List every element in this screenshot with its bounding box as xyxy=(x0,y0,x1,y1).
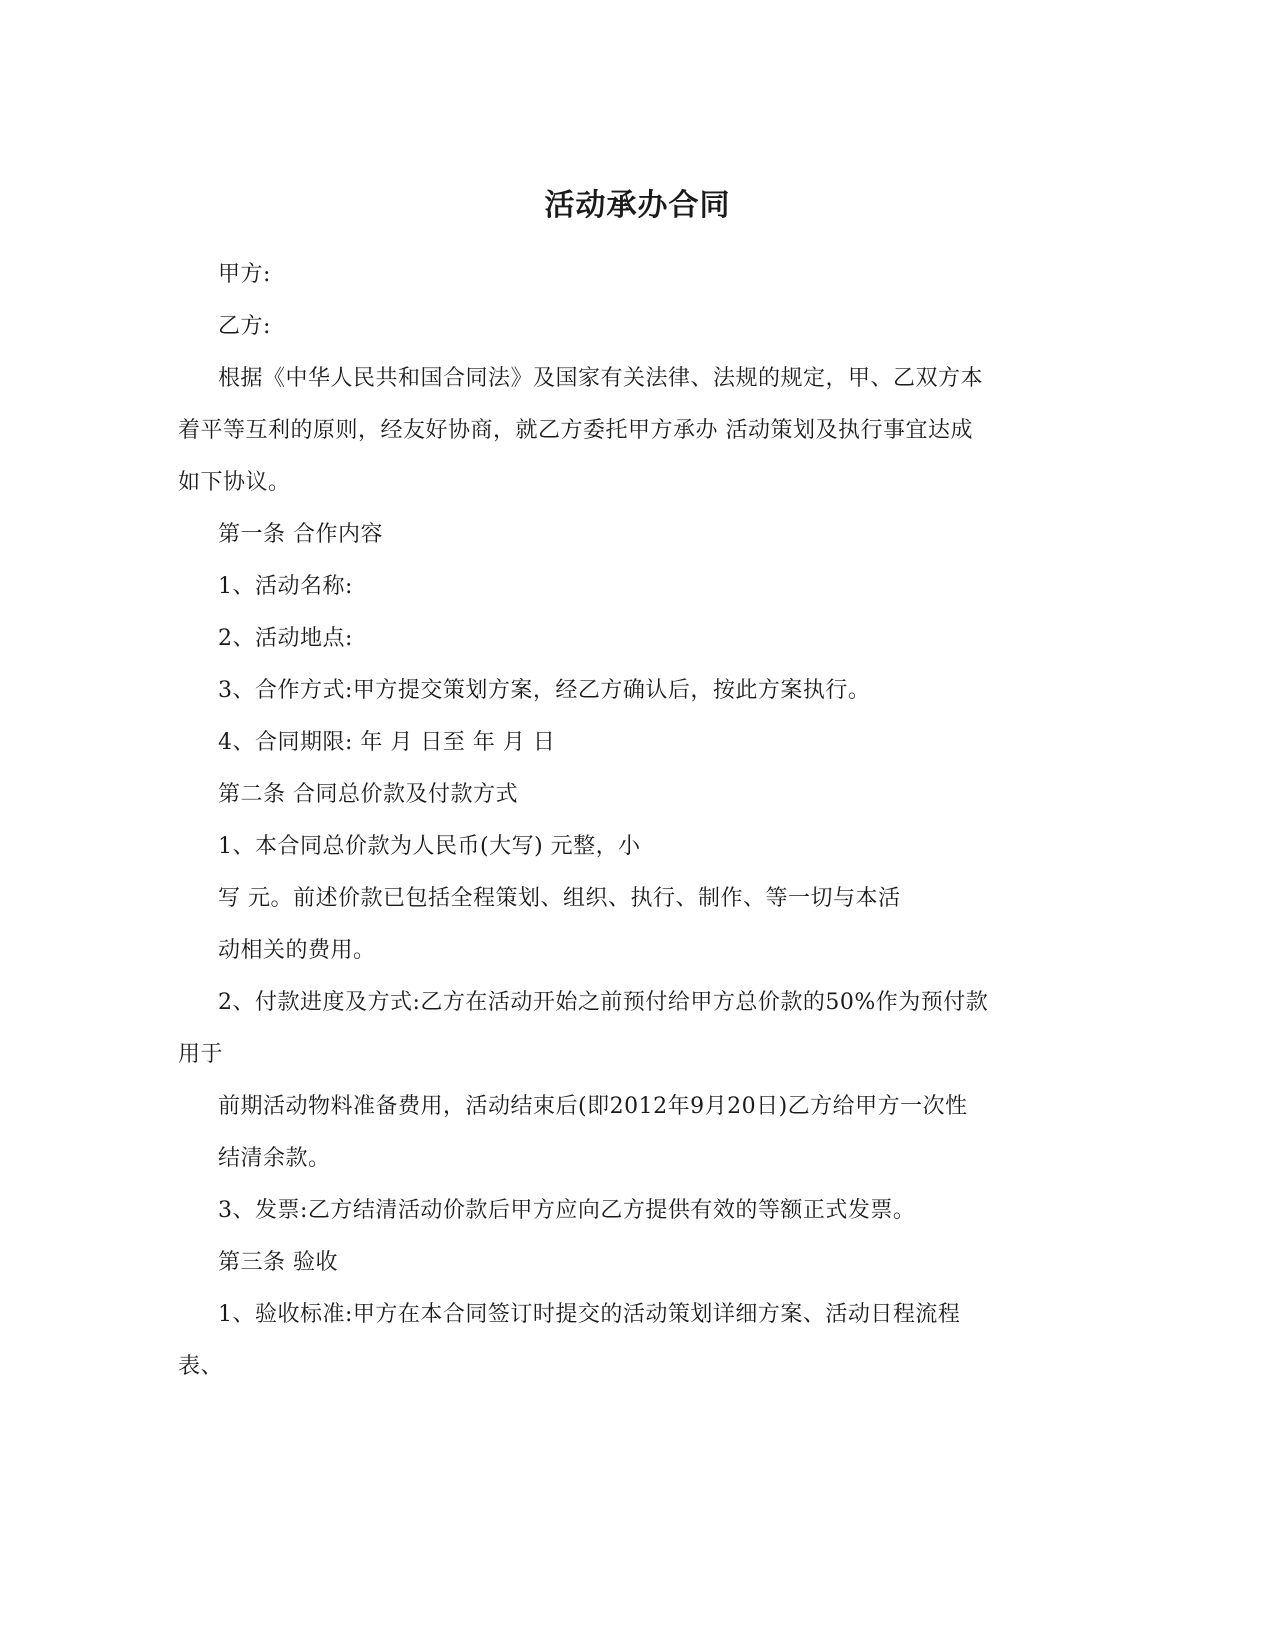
section-heading: 第二条 合同总价款及付款方式 xyxy=(218,782,518,807)
section-heading: 第一条 合作内容 xyxy=(218,522,383,547)
clause-line: 1、验收标准:甲方在本合同签订时提交的活动策划详细方案、活动日程流程 xyxy=(218,1302,961,1327)
paragraph-line: 如下协议。 xyxy=(178,470,291,495)
clause-line: 1、活动名称: xyxy=(218,574,353,599)
clause-line: 结清余款。 xyxy=(218,1146,331,1171)
clause-line: 用于 xyxy=(178,1042,224,1067)
party-a-line: 甲方: xyxy=(218,262,271,287)
clause-line: 前期活动物料准备费用，活动结束后(即2012年9月20日)乙方给甲方一次性 xyxy=(218,1094,968,1119)
clause-line: 3、合作方式:甲方提交策划方案，经乙方确认后，按此方案执行。 xyxy=(218,678,871,703)
clause-line: 3、发票:乙方结清活动价款后甲方应向乙方提供有效的等额正式发票。 xyxy=(218,1198,916,1223)
paragraph-line: 根据《中华人民共和国合同法》及国家有关法律、法规的规定，甲、乙双方本 xyxy=(218,366,984,391)
section-heading: 第三条 验收 xyxy=(218,1250,338,1275)
clause-line: 表、 xyxy=(178,1354,224,1379)
clause-line: 4、合同期限: 年 月 日至 年 月 日 xyxy=(218,730,556,755)
clause-line: 1、本合同总价款为人民币(大写) 元整，小 xyxy=(218,834,641,859)
clause-line: 2、付款进度及方式:乙方在活动开始之前预付给甲方总价款的50%作为预付款 xyxy=(218,990,989,1015)
party-b-line: 乙方: xyxy=(218,314,271,339)
paragraph-line: 着平等互利的原则，经友好协商，就乙方委托甲方承办 活动策划及执行事宜达成 xyxy=(178,418,973,443)
clause-line: 写 元。前述价款已包括全程策划、组织、执行、制作、等一切与本活 xyxy=(218,886,901,911)
document-title: 活动承办合同 xyxy=(544,188,731,223)
clause-line: 动相关的费用。 xyxy=(218,938,376,963)
clause-line: 2、活动地点: xyxy=(218,626,353,651)
